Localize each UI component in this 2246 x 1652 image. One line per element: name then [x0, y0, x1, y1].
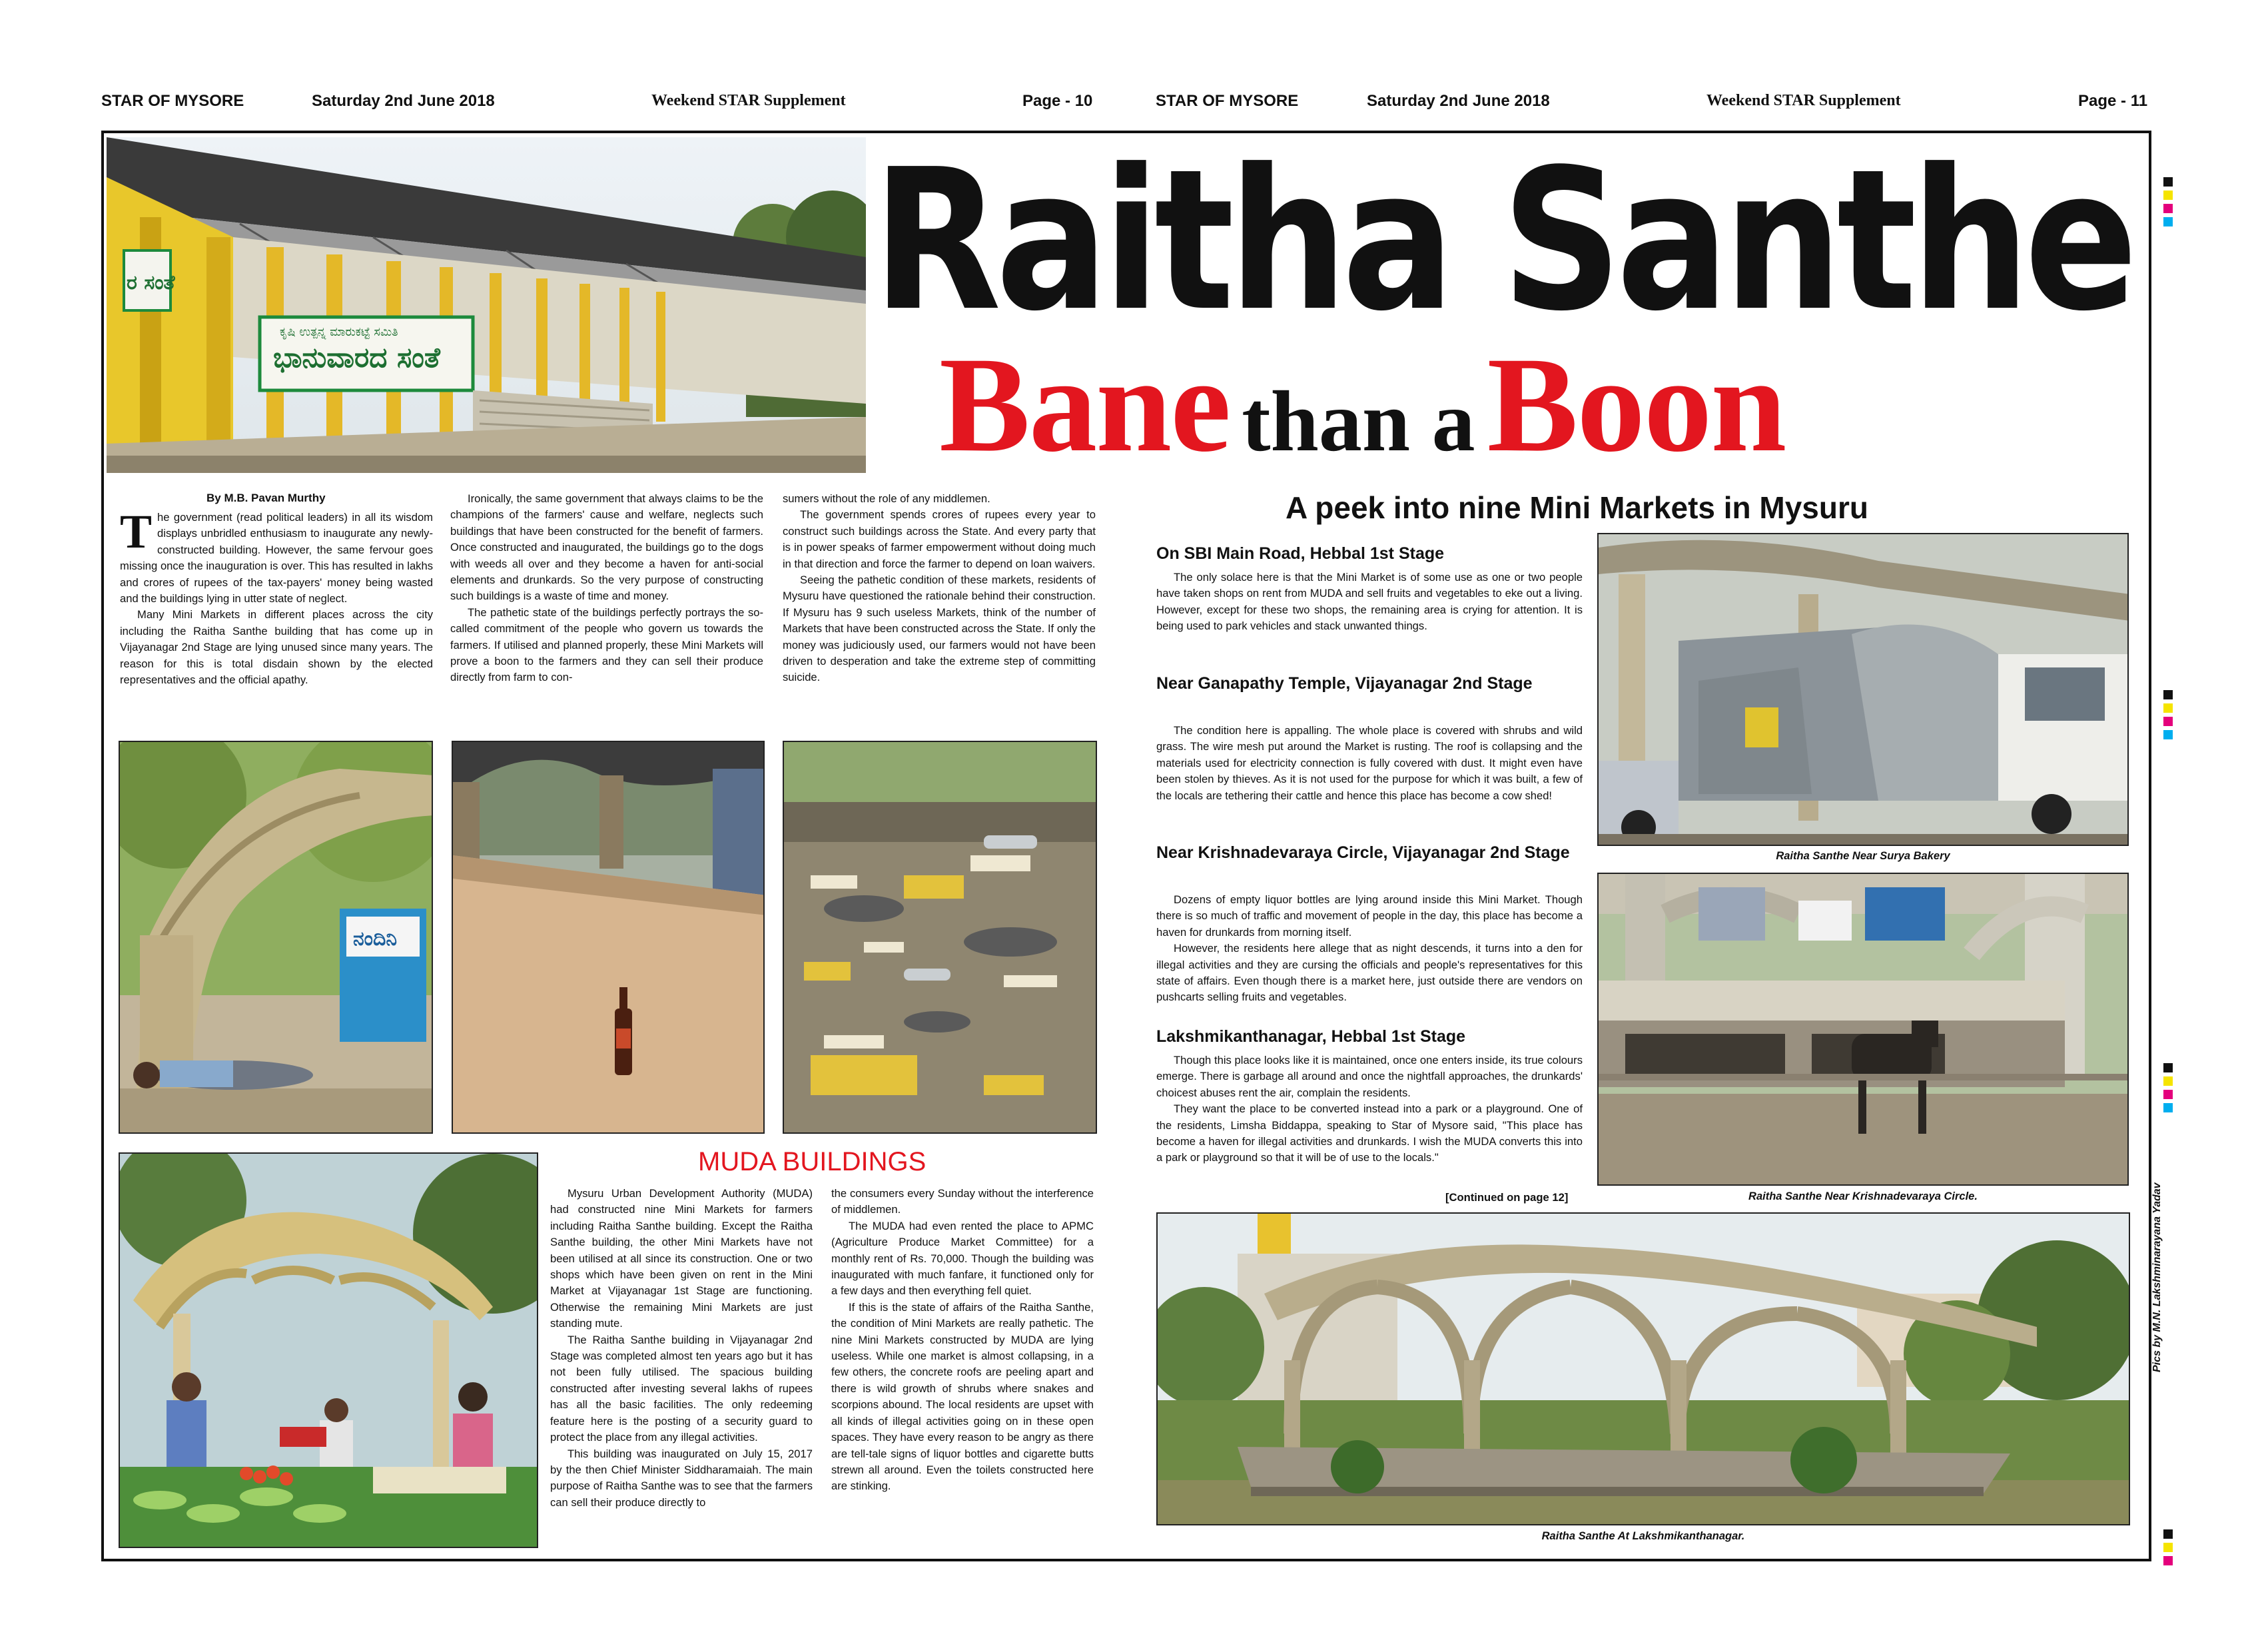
section-heading-krishnadevaraya: Near Krishnadevaraya Circle, Vijayanagar 2nd Stage	[1156, 843, 1570, 862]
article-p5: sumers without the role of any middlemen.	[783, 492, 990, 505]
headline-bane: Bane	[939, 329, 1230, 480]
side-sign-text: ರ ಸಂತೆ	[127, 271, 175, 294]
article-col-2	[450, 491, 763, 686]
photo-surya-bakery	[1597, 533, 2129, 846]
muda-col-1	[550, 1186, 813, 1511]
headline-subtitle	[939, 326, 1785, 480]
section-ganapathy-p1: The condition here is appalling. The whole place is covered with shrubs and wild grass. The wire mesh put around the Market is rusting. The roof is collapsing and the materials used for electricity connection is fully covered with dust. It might even have been stolen by thieves. As it is not used for the purpose for which it was built, a few of the locals are tethering their cattle and hence this place has become a cow shed!	[1156, 724, 1583, 802]
continued-note: [Continued on page 12]	[1445, 1191, 1569, 1204]
photo-liquor-bottle	[452, 741, 765, 1134]
section-body-ganapathy	[1156, 723, 1583, 804]
muda-p4: the consumers every Sunday without the interference of middlemen.	[831, 1187, 1094, 1216]
caption-surya: Raitha Santhe Near Surya Bakery	[1776, 850, 1950, 862]
headline-boon: Boon	[1487, 329, 1786, 480]
article-p6: The government spends crores of rupees every year to construct such buildings across the State. And every party that is in power speaks of farmer empowerment without doing much in that direction and force the farmer to depend on loan waivers.	[783, 508, 1096, 570]
byline: By M.B. Pavan Murthy	[206, 492, 326, 504]
sign-line1: ಕೃಷಿ ಉತ್ಪನ್ನ ಮಾರುಕಟ್ಟೆ ಸಮಿತಿ	[280, 325, 398, 339]
muda-p2: The Raitha Santhe building in Vijayanagar 2nd Stage was completed almost ten years ago but it has not been fully utilised. The spacious building constructed after investing several lakhs of rupees has all the basic facilities. The only redeeming feature here is the posting of a security guard to protect the place from any illegal activities.	[550, 1333, 813, 1444]
headline-title: Raitha Santhe	[873, 127, 2133, 354]
section-heading-sbi: On SBI Main Road, Hebbal 1st Stage	[1156, 544, 1445, 563]
photo-krishnadevaraya	[1597, 873, 2129, 1186]
masthead-paper-right: STAR OF MYSORE	[1156, 92, 1299, 110]
kiosk-sign: ನಂದಿನಿ	[353, 927, 398, 951]
masthead-paper-left: STAR OF MYSORE	[101, 92, 244, 110]
caption-krishnadevaraya: Raitha Santhe Near Krishnadevaraya Circle.	[1748, 1190, 1978, 1202]
photo-lakshmikanthanagar	[1156, 1212, 2130, 1525]
section-lakshmikanthanagar-p1: Though this place looks like it is maintained, once one enters inside, its true colours emerge. There is garbage all around and once the nightfall approaches, the drunkards' choicest abuses rent the air, complain the residents.	[1156, 1054, 1583, 1099]
section-krishnadevaraya-p2: However, the residents here allege that as night descends, it turns into a den for illegal activities and they are cursing the officials and people's representatives for this state of affairs. Even though there is a market here, just outside there are vendors on pushcarts selling fruits and vegetables.	[1156, 942, 1583, 1004]
article-p2: Many Mini Markets in different places across the city including the Raitha Santhe building that has come up in Vijayanagar 2nd Stage are lying unused since many years. The reason for this is total disdain shown by the elected representatives and the official apathy.	[120, 608, 433, 687]
article-col-3	[783, 491, 1096, 686]
headline-than-a: than a	[1242, 374, 1475, 470]
muda-p5: The MUDA had even rented the place to APMC (Agriculture Produce Market Committee) for a monthly rent of Rs. 70,000. Though the building was inaugurated with much fanfare, it functioned only for a few days and then everything fell quiet.	[831, 1219, 1094, 1298]
photo-garbage	[783, 741, 1097, 1134]
muda-heading: MUDA BUILDINGS	[698, 1147, 927, 1176]
section-krishnadevaraya-p1: Dozens of empty liquor bottles are lying around inside this Mini Market. Though there is so much of traffic and movement of people in the day, this place has become a haven for drunkards from morning itself.	[1156, 893, 1583, 939]
sign-line2: ಭಾನುವಾರದ ಸಂತೆ	[273, 341, 440, 374]
section-lakshmikanthanagar-p2: They want the place to be converted instead into a park or a playground. One of the residents, Limsha Biddappa, speaking to Star of Mysore said, "This place has become a haven for illegal activities and drunkards. I wish the MUDA converts this into a park or playground so that it will be of use to the locals."	[1156, 1102, 1583, 1164]
masthead-date-right: Saturday 2nd June 2018	[1367, 92, 1550, 110]
article-p7: Seeing the pathetic condition of these markets, residents of Mysuru have questioned the rationale behind their construction. If Mysuru has 9 such useless Markets, think of the number of Markets that have been constructed across the State. If only the money was judiciously used, our farmers would not have been driven to desperation and take the extreme step of committing suicide.	[783, 574, 1096, 684]
section-heading-ganapathy: Near Ganapathy Temple, Vijayanagar 2nd Stage	[1156, 674, 1533, 693]
muda-p3: This building was inaugurated on July 15, 2017 by the then Chief Minister Siddharamaiah. The main purpose of Raitha Santhe was to see that the farmers can sell their produce directly to	[550, 1447, 813, 1509]
muda-col-2	[831, 1186, 1094, 1495]
article-col-1	[120, 505, 433, 688]
masthead-page-left: Page - 10	[1022, 92, 1093, 110]
section-body-sbi	[1156, 570, 1583, 635]
article-p3: Ironically, the same government that always claims to be the champions of the farmers' cause and welfare, neglects such buildings that have been constructed for the benefit of farmers. Once constructed and inaugurated, the buildings go to the dogs with weeds all over and they become a haven for anti-social elements and drunkards. So the very purpose of constructing such buildings is a waste of time and money.	[450, 492, 763, 603]
caption-lakshmikanthanagar: Raitha Santhe At Lakshmikanthanagar.	[1541, 1530, 1745, 1542]
registration-strip	[2163, 97, 2174, 1563]
photo-vegetable-market	[119, 1152, 538, 1548]
section-body-lakshmikanthanagar	[1156, 1052, 1583, 1166]
subhead: A peek into nine Mini Markets in Mysuru	[1286, 490, 1868, 525]
article-p4: The pathetic state of the buildings perfectly portrays the so-called commitment of the people who govern us towards the farmers. If utilised and planned properly, these Mini Markets will prove a boon to the farmers and they can sell their produce directly from farm to con-	[450, 606, 763, 684]
photo-credit: Pics by M.N. Lakshminarayana Yadav	[2151, 1182, 2163, 1372]
masthead-page-right: Page - 11	[2078, 92, 2148, 110]
photo-man-sleeping	[119, 741, 433, 1134]
section-heading-lakshmikanthanagar: Lakshmikanthanagar, Hebbal 1st Stage	[1156, 1027, 1466, 1046]
photo-market-hall	[107, 137, 866, 473]
masthead-supplement-right: Weekend STAR Supplement	[1706, 92, 1901, 109]
masthead-supplement-left: Weekend STAR Supplement	[651, 92, 846, 109]
section-sbi-p1: The only solace here is that the Mini Market is of some use as one or two people have taken shops on rent from MUDA and sell fruits and vegetables to eke out a living. However, except for these two shops, the remaining area is crying for attention. It is being used to park vehicles and stack unwanted things.	[1156, 571, 1583, 633]
masthead-date-left: Saturday 2nd June 2018	[312, 92, 495, 110]
muda-p6: If this is the state of affairs of the Raitha Santhe, the condition of Mini Markets are really pathetic. The nine Mini Markets constructed by MUDA are lying useless. While one market is almost collapsing, in a few others, the concrete roofs are peeling apart and there is wild growth of shrubs where snakes and scorpions abound. The local residents are upset with all kinds of illegal activities going on in these open spaces. They have every reason to be angry as there are tell-tale signs of liquor bottles and cigarette butts strewn all around. Even the toilets constructed here are stinking.	[831, 1300, 1094, 1493]
drop-cap: T	[120, 505, 153, 558]
article-p1: he government (read political leaders) in all its wisdom displays unbridled enthusiasm to inaugurate any newly-constructed building. However, the same fervour goes missing once the inauguration is over. This has resulted in lakhs and crores of rupees of the tax-payers' money being wasted and the buildings lying in utter state of neglect.	[120, 511, 433, 606]
section-body-krishnadevaraya	[1156, 892, 1583, 1006]
muda-p1: Mysuru Urban Development Authority (MUDA) had constructed nine Mini Markets for farmers including Raitha Santhe building. Except the Raitha Santhe building, the other Mini Markets have not been utilised at all since its construction. One or two shops which have been given on rent in the Mini Market at Vijayanagar 1st Stage are functioning. Otherwise the remaining Mini Markets are just standing mute.	[550, 1187, 813, 1330]
